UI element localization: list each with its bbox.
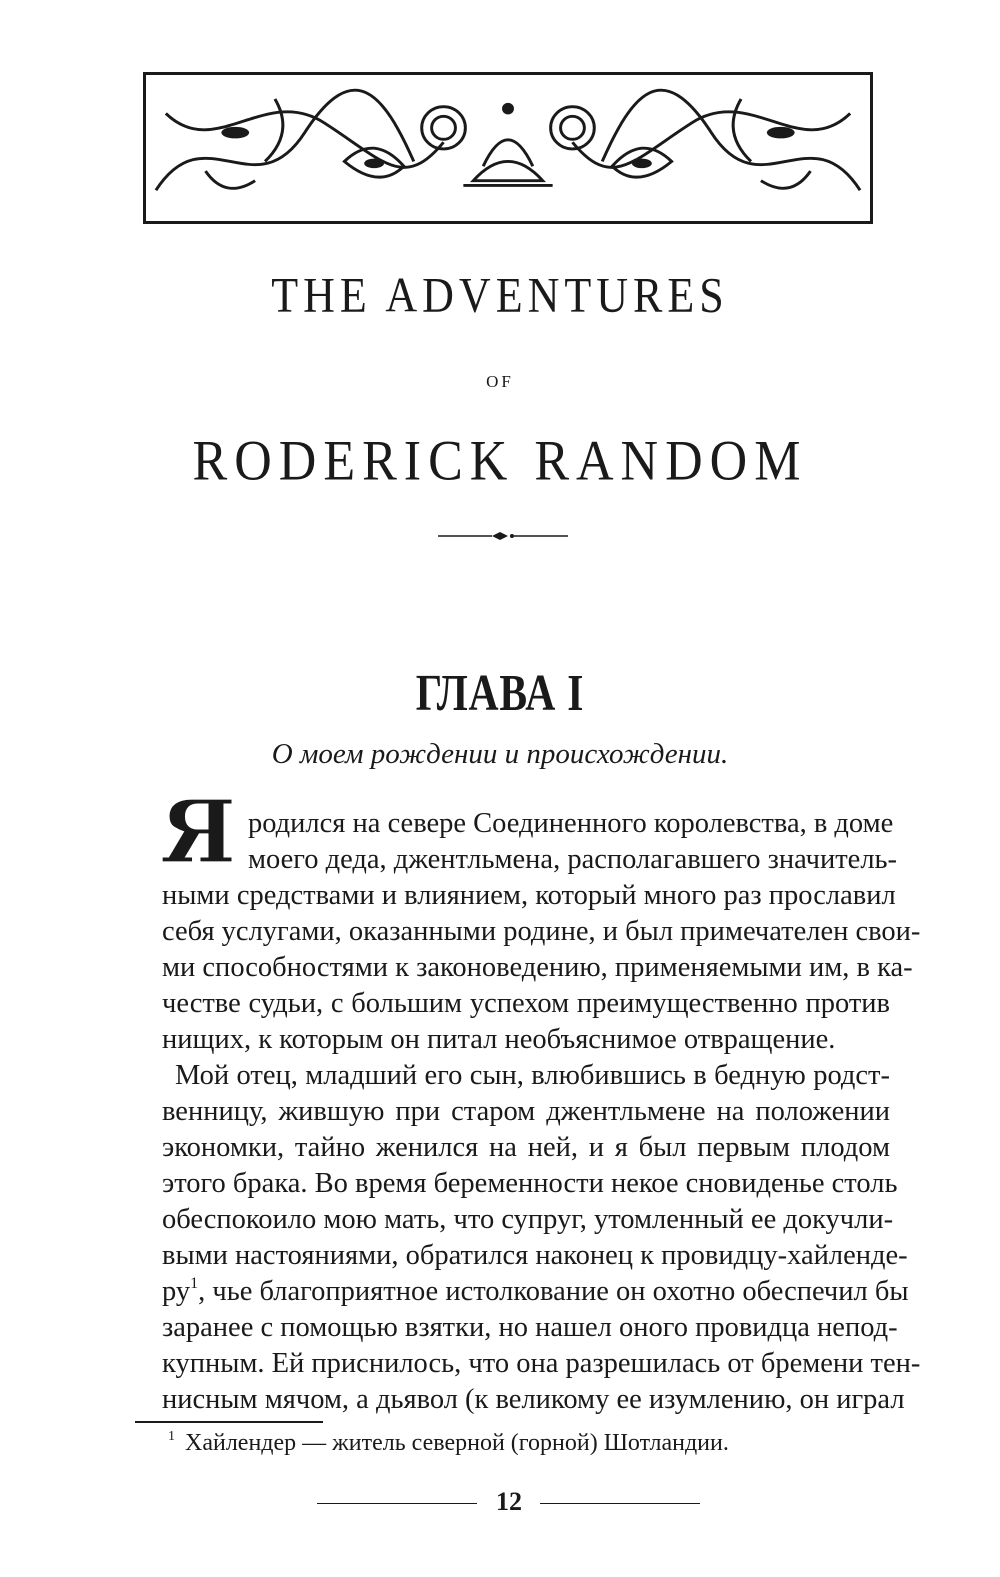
book-title-line-2: RODERICK RANDOM <box>192 430 808 493</box>
body-line: купным. Ей приснилось, что она разрешилась от бремени тен- <box>162 1348 921 1379</box>
body-line: себя услугами, оказанными родине, и был примечателен свои- <box>162 916 921 947</box>
body-text: ру <box>162 1276 191 1307</box>
body-line: Мой отец, младший его сын, влюбившись в бедную родст- <box>175 1060 890 1091</box>
footnote <box>168 1430 729 1457</box>
footnote-separator <box>135 1421 323 1423</box>
folio-rule-right <box>540 1503 700 1504</box>
page-number: 12 <box>496 1487 522 1516</box>
folio-rule-left <box>317 1503 477 1504</box>
body-line: нищих, к которым он питал необъяснимое отвращение. <box>162 1024 836 1055</box>
body-line: родился на севере Соединенного королевства, в доме <box>248 808 894 839</box>
chapter-subtitle: О моем рождении и происхождении. <box>271 738 729 770</box>
footnote-marker: 1 <box>168 1429 175 1444</box>
footnote-text: Хайлендер — житель северной (горной) Шотландии. <box>185 1430 729 1456</box>
body-line: этого брака. Во время беременности некое сновиденье столь <box>162 1168 898 1199</box>
book-title-of: OF <box>486 372 514 391</box>
body-line: моего деда, джентльмена, располагавшего значитель- <box>248 844 898 875</box>
body-text: , чье благоприятное истолкование он охотно обеспечил бы <box>198 1276 909 1307</box>
body-line: честве судьи, с большим успехом преимущественно против <box>162 988 890 1019</box>
body-line: ми способностями к законоведению, применяемыми им, в ка- <box>162 952 913 983</box>
drop-cap-letter: Я <box>160 786 236 870</box>
body-line: венницу, жившую при старом джентльмене на положении <box>162 1096 890 1127</box>
chapter-heading: ГЛАВА I <box>415 665 585 722</box>
body-line: выми настояниями, обратился наконец к провидцу-хайленде- <box>162 1240 908 1271</box>
fleuron-divider-icon <box>438 528 568 544</box>
body-line: экономки, тайно женился на ней, и я был первым плодом <box>162 1132 890 1163</box>
book-title-line-1: THE ADVENTURES <box>271 268 729 323</box>
body-line: нисным мячом, а дьявол (к великому ее изумлению, он играл <box>162 1384 905 1415</box>
body-line: ными средствами и влиянием, который много раз прославил <box>162 880 896 911</box>
body-line: заранее с помощью взятки, но нашел оного провидца непод- <box>162 1312 898 1343</box>
body-line: обеспокоило мою мать, что супруг, утомленный ее докучли- <box>162 1204 894 1235</box>
footnote-reference[interactable]: 1 <box>190 1275 199 1292</box>
body-line-with-footnote-ref <box>162 1274 909 1310</box>
drop-cap <box>158 786 238 870</box>
floral-headpiece-icon <box>143 72 873 224</box>
